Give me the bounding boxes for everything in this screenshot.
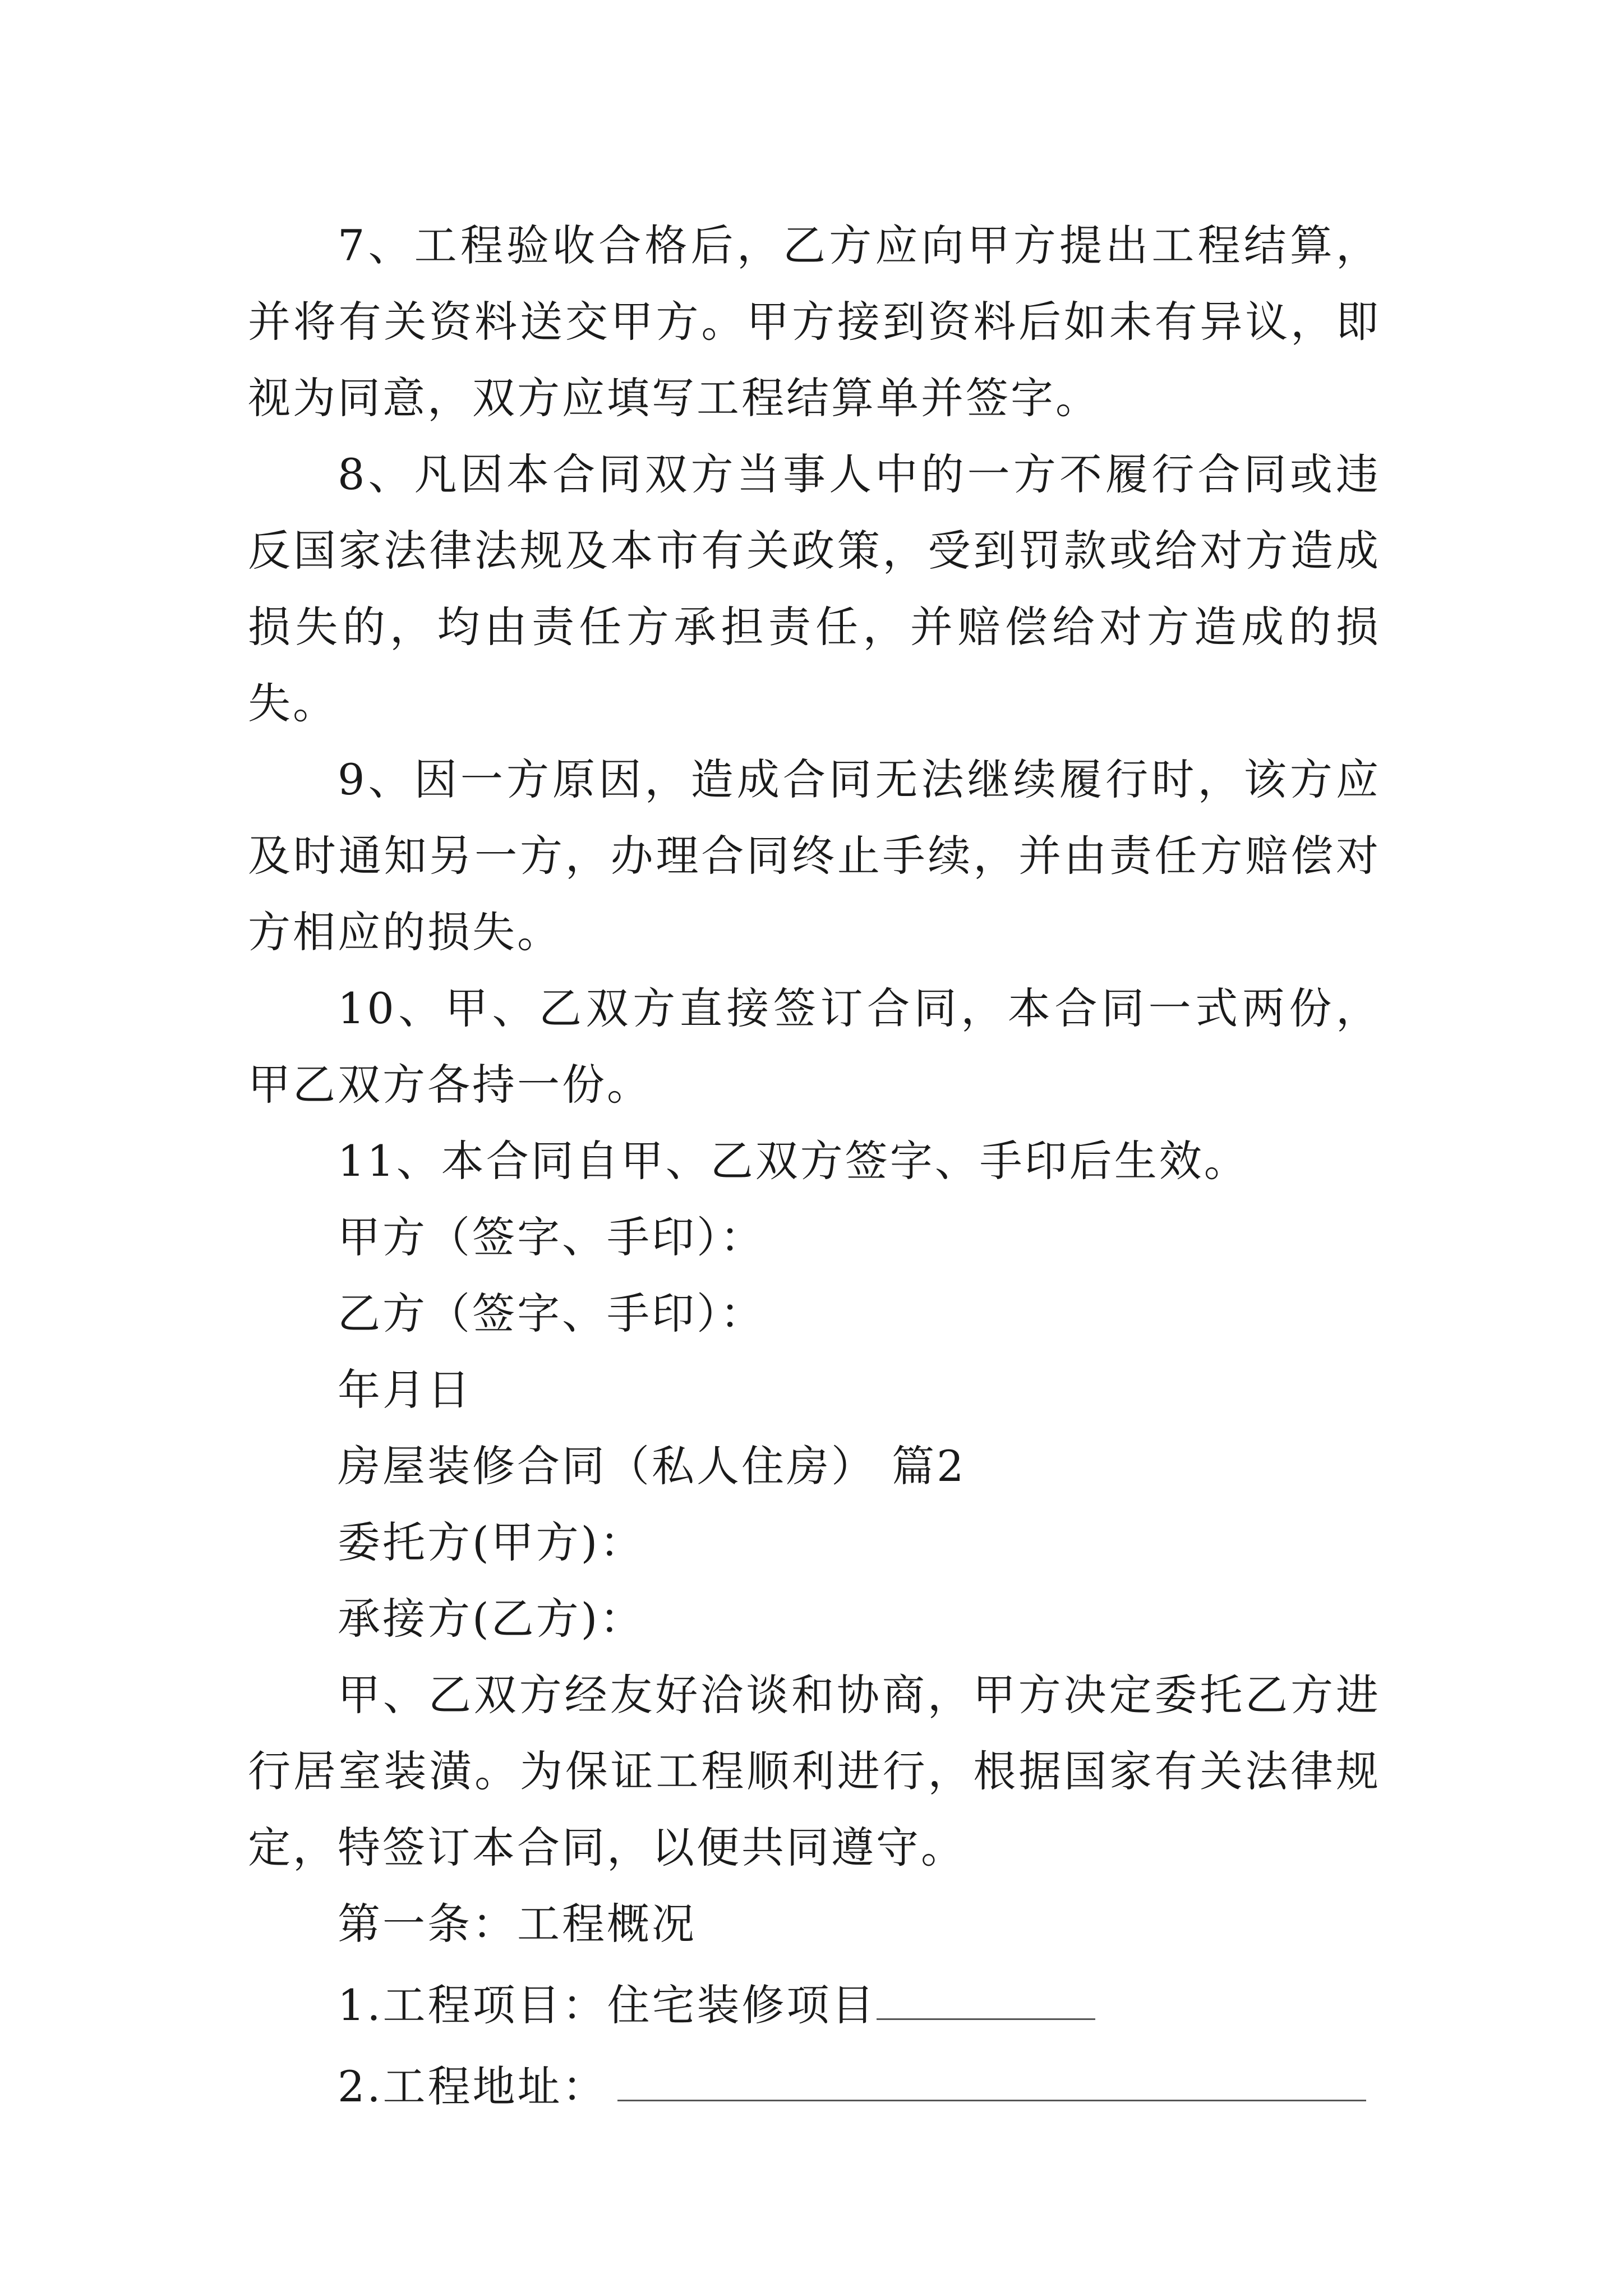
- party-a-signature-line: 甲方（签字、手印）：: [338, 1212, 765, 1262]
- project-item-label: 1.工程项目：住宅装修项目: [338, 1980, 877, 2030]
- address-item-label: 2.工程地址：: [338, 2062, 607, 2111]
- contractor-party-line: 承接方(乙方)：: [338, 1594, 645, 1644]
- section-title: 房屋装修合同（私人住房） 篇2: [338, 1441, 966, 1491]
- contract-intro: 甲、乙双方经友好洽谈和协商，甲方决定委托乙方进行居室装潢。为保证工程顺利进行，根据国家有关法律规定，特签订本合同，以便共同遵守。: [248, 1670, 1381, 1872]
- document-body: [248, 208, 1381, 2125]
- address-item-blank: [617, 2044, 1366, 2101]
- party-b-signature-line: 乙方（签字、手印）：: [338, 1289, 765, 1338]
- date-line: 年月日: [338, 1365, 472, 1415]
- clause-7: 7、工程验收合格后，乙方应向甲方提出工程结算，并将有关资料送交甲方。甲方接到资料后如未有异议，即视为同意，双方应填写工程结算单并签字。: [248, 220, 1381, 423]
- address-item-line: [248, 2044, 1381, 2125]
- clause-10: 10、甲、乙双方直接签订合同，本合同一式两份，甲乙双方各持一份。: [248, 983, 1381, 1110]
- client-party-line: 委托方(甲方)：: [338, 1517, 645, 1567]
- article-1-title: 第一条：工程概况: [338, 1899, 697, 1949]
- clause-9: 9、因一方原因，造成合同无法继续履行时，该方应及时通知另一方，办理合同终止手续，并由责任方赔偿对方相应的损失。: [248, 754, 1381, 957]
- clause-8: 8、凡因本合同双方当事人中的一方不履行合同或违反国家法律法规及本市有关政策，受到罚款或给对方造成损失的，均由责任方承担责任，并赔偿给对方造成的损失。: [248, 449, 1381, 728]
- clause-11: 11、本合同自甲、乙双方签字、手印后生效。: [338, 1136, 1249, 1186]
- project-item-line: [248, 1962, 1381, 2044]
- project-item-blank: [877, 1962, 1095, 2020]
